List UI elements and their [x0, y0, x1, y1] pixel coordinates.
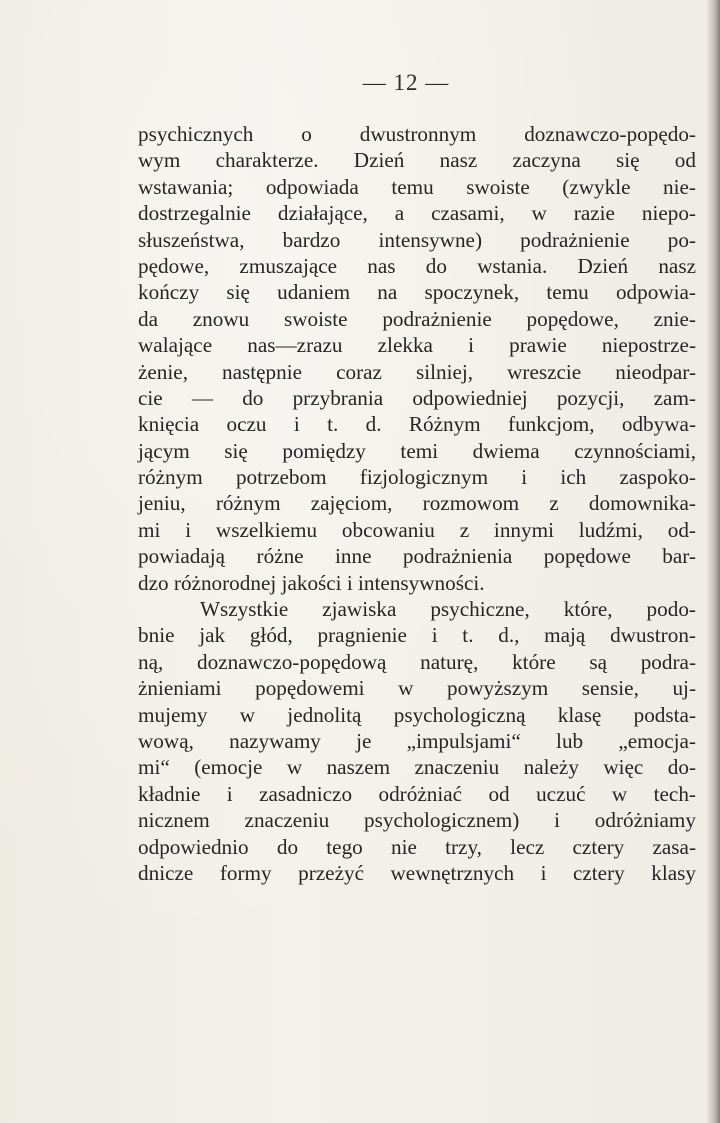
text-line: słuszeństwa, bardzo intensywne) podrażnienie po-: [138, 227, 696, 252]
text-line: wym charakterze. Dzień nasz zaczyna się od: [138, 148, 696, 173]
page-number: — 12 —: [362, 70, 450, 95]
text-line: kładnie i zasadniczo odróżniać od uczuć w tech-: [138, 781, 696, 806]
text-line: różnym potrzebom fizjologicznym i ich zaspoko-: [138, 465, 696, 490]
text-line: wową, nazywamy je „impulsjami“ lub „emocja-: [138, 728, 696, 753]
text-line: Wszystkie zjawiska psychiczne, które, podo-: [200, 597, 696, 622]
text-line: cie — do przybrania odpowiedniej pozycji, zam-: [138, 385, 696, 410]
text-line: mi i wszelkiemu obcowaniu z innymi ludźmi, od-: [138, 517, 696, 542]
text-line: dostrzegalnie działające, a czasami, w razie niepo-: [138, 201, 696, 226]
text-line: żnieniami popędowemi w powyższym sensie, uj-: [138, 676, 696, 701]
text-line: mujemy w jednolitą psychologiczną klasę podsta-: [138, 702, 696, 727]
text-line: żenie, następnie coraz silniej, wreszcie nieodpar-: [138, 359, 696, 384]
paragraph-2: [138, 596, 696, 886]
text-line: dzo różnorodnej jakości i intensywności.: [138, 570, 485, 595]
text-line: ną, doznawczo-popędową naturę, które są podra-: [138, 649, 696, 674]
text-line: bnie jak głód, pragnienie i t. d., mają dwustron-: [138, 623, 696, 648]
text-line: powiadają różne inne podrażnienia popędowe bar-: [138, 544, 696, 569]
text-line: da znowu swoiste podrażnienie popędowe, znie-: [138, 306, 696, 331]
text-line: psychicznych o dwustronnym doznawczo-popędo-: [138, 122, 696, 146]
text-line: pędowe, zmuszające nas do wstania. Dzień nasz: [138, 253, 696, 278]
body-text: [138, 121, 696, 886]
text-line: jeniu, różnym zajęciom, rozmowom z domownika-: [138, 491, 696, 516]
text-line: knięcia oczu i t. d. Różnym funkcjom, odbywa-: [138, 412, 696, 437]
paragraph-1: [138, 121, 696, 596]
text-line: wstawania; odpowiada temu swoiste (zwykle nie-: [138, 174, 696, 199]
text-line: walające nas—zrazu zlekka i prawie niepostrze-: [138, 333, 696, 358]
text-line: dnicze formy przeżyć wewnętrznych i cztery klasy: [138, 860, 696, 885]
text-line: nicznem znaczeniu psychologicznem) i odróżniamy: [138, 808, 696, 833]
page-binding-edge: [706, 0, 720, 1123]
text-line: mi“ (emocje w naszem znaczeniu należy więc do-: [138, 755, 696, 780]
text-line: odpowiednio do tego nie trzy, lecz cztery zasa-: [138, 834, 696, 859]
text-line: kończy się udaniem na spoczynek, temu odpowia-: [138, 280, 696, 305]
text-line: jącym się pomiędzy temi dwiema czynnościami,: [138, 438, 696, 463]
